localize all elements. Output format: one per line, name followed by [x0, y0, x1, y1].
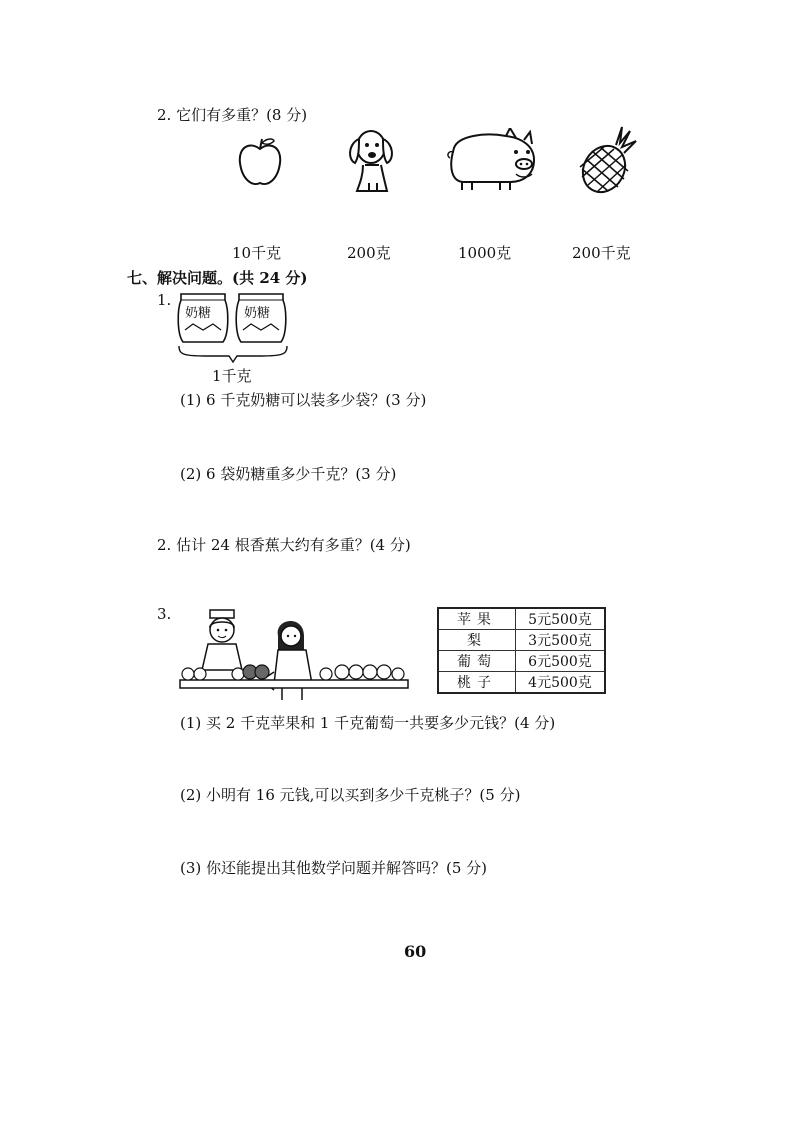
candy-total-weight: 1千克 [212, 367, 252, 385]
weight-label-2: 200克 [347, 244, 391, 262]
fruit-stall-illustration [178, 600, 410, 702]
fruit-name: 梨 [438, 630, 516, 651]
fruit-price: 3元500克 [516, 630, 606, 651]
problem-1-sub-1: (1) 6 千克奶糖可以装多少袋？(3 分) [180, 391, 427, 409]
weight-label-3: 1000克 [458, 244, 512, 262]
problem-1-number: 1. [157, 291, 172, 309]
price-row-pear [438, 630, 605, 651]
weight-label-1: 10千克 [232, 244, 282, 262]
weight-label-4: 200千克 [572, 244, 631, 262]
problem-3-sub-3: (3) 你还能提出其他数学问题并解答吗？(5 分) [180, 859, 488, 877]
price-table [437, 607, 606, 694]
fruit-name: 苹果 [438, 608, 516, 630]
problem-3-sub-2: (2) 小明有 16 元钱,可以买到多少千克桃子？(5 分) [180, 786, 521, 804]
page-number: 60 [404, 942, 427, 961]
price-row-peach [438, 672, 605, 694]
candy-bag-label-2: 奶糖 [244, 306, 271, 321]
fruit-price: 4元500克 [516, 672, 606, 694]
problem-3-number: 3. [157, 605, 172, 623]
pig-icon [444, 128, 542, 192]
fruit-name: 桃子 [438, 672, 516, 694]
apple-icon [236, 135, 284, 189]
dog-icon [343, 125, 401, 195]
problem-1-sub-2: (2) 6 袋奶糖重多少千克？(3 分) [180, 465, 397, 483]
problem-2: 2. 估计 24 根香蕉大约有多重？(4 分) [157, 536, 411, 554]
price-row-grape [438, 651, 605, 672]
problem-3-sub-1: (1) 买 2 千克苹果和 1 千克葡萄一共要多少元钱？(4 分) [180, 714, 556, 732]
price-row-apple [438, 608, 605, 630]
pineapple-icon [578, 125, 638, 195]
candy-bag-label-1: 奶糖 [185, 306, 212, 321]
fruit-name: 葡萄 [438, 651, 516, 672]
fruit-price: 6元500克 [516, 651, 606, 672]
q2-title: 2. 它们有多重？(8 分) [157, 106, 308, 124]
section-7-title: 七、解决问题。(共 24 分) [127, 269, 308, 287]
fruit-price: 5元500克 [516, 608, 606, 630]
